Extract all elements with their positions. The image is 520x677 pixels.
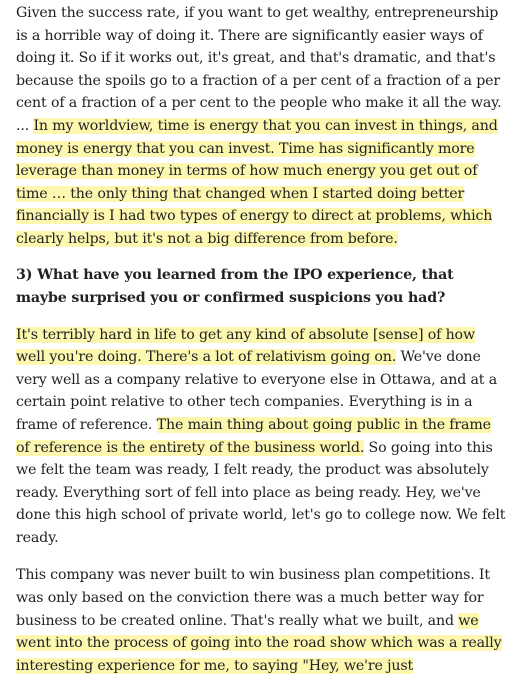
paragraph-1 xyxy=(16,2,508,251)
article-body xyxy=(16,0,508,677)
paragraph-2-highlight-1: It's terribly hard in life to get any kind of absolute [sense] of how well you're doing. There's a lot of relativism going on. xyxy=(16,326,475,366)
paragraph-2-text-2: So going into this we felt the team was ready, I felt ready, the product was absolutely ready. Everything sort of fell into place as being ready. Hey, we've done this high school of private world, let's go to college now. We felt ready. xyxy=(16,439,506,546)
paragraph-2 xyxy=(16,324,508,550)
paragraph-3-highlight: we went into the process of going into the road show which was a really interesting experience for me, to saying "Hey, we're just xyxy=(16,612,502,674)
paragraph-1-highlight: In my worldview, time is energy that you can invest in things, and money is energy that you can invest. Time has significantly more leverage than money in terms of how much energy you get out of time … the only thing that changed when I started doing better financially is I had two types of energy to direct at problems, which clearly helps, but it's not a big difference from before. xyxy=(16,117,498,247)
paragraph-3-text: This company was never built to win business plan competitions. It was only based on the conviction there was a much better way for business to be created online. That's really what we built, and xyxy=(16,567,490,629)
paragraph-1-text: Given the success rate, if you want to get wealthy, entrepreneurship is a horrible way of doing it. There are significantly easier ways of doing it. So if it works out, it's great, and that's dramatic, and that's because the spoils go to a fraction of a per cent of a fraction of a per cent of a fraction of a per cent to the people who make it all the way. ... xyxy=(16,5,502,134)
paragraph-2-highlight-2: The main thing about going public in the frame of reference is the entirety of the business world. xyxy=(16,416,491,456)
question-heading: 3) What have you learned from the IPO experience, that maybe surprised you or confirmed suspicions you had? xyxy=(16,266,454,306)
paragraph-3 xyxy=(16,564,508,677)
paragraph-2-text-1: We've done very well as a company relative to everyone else in Ottawa, and at a certain point relative to other tech companies. Everything is in a frame of reference. xyxy=(16,349,498,433)
